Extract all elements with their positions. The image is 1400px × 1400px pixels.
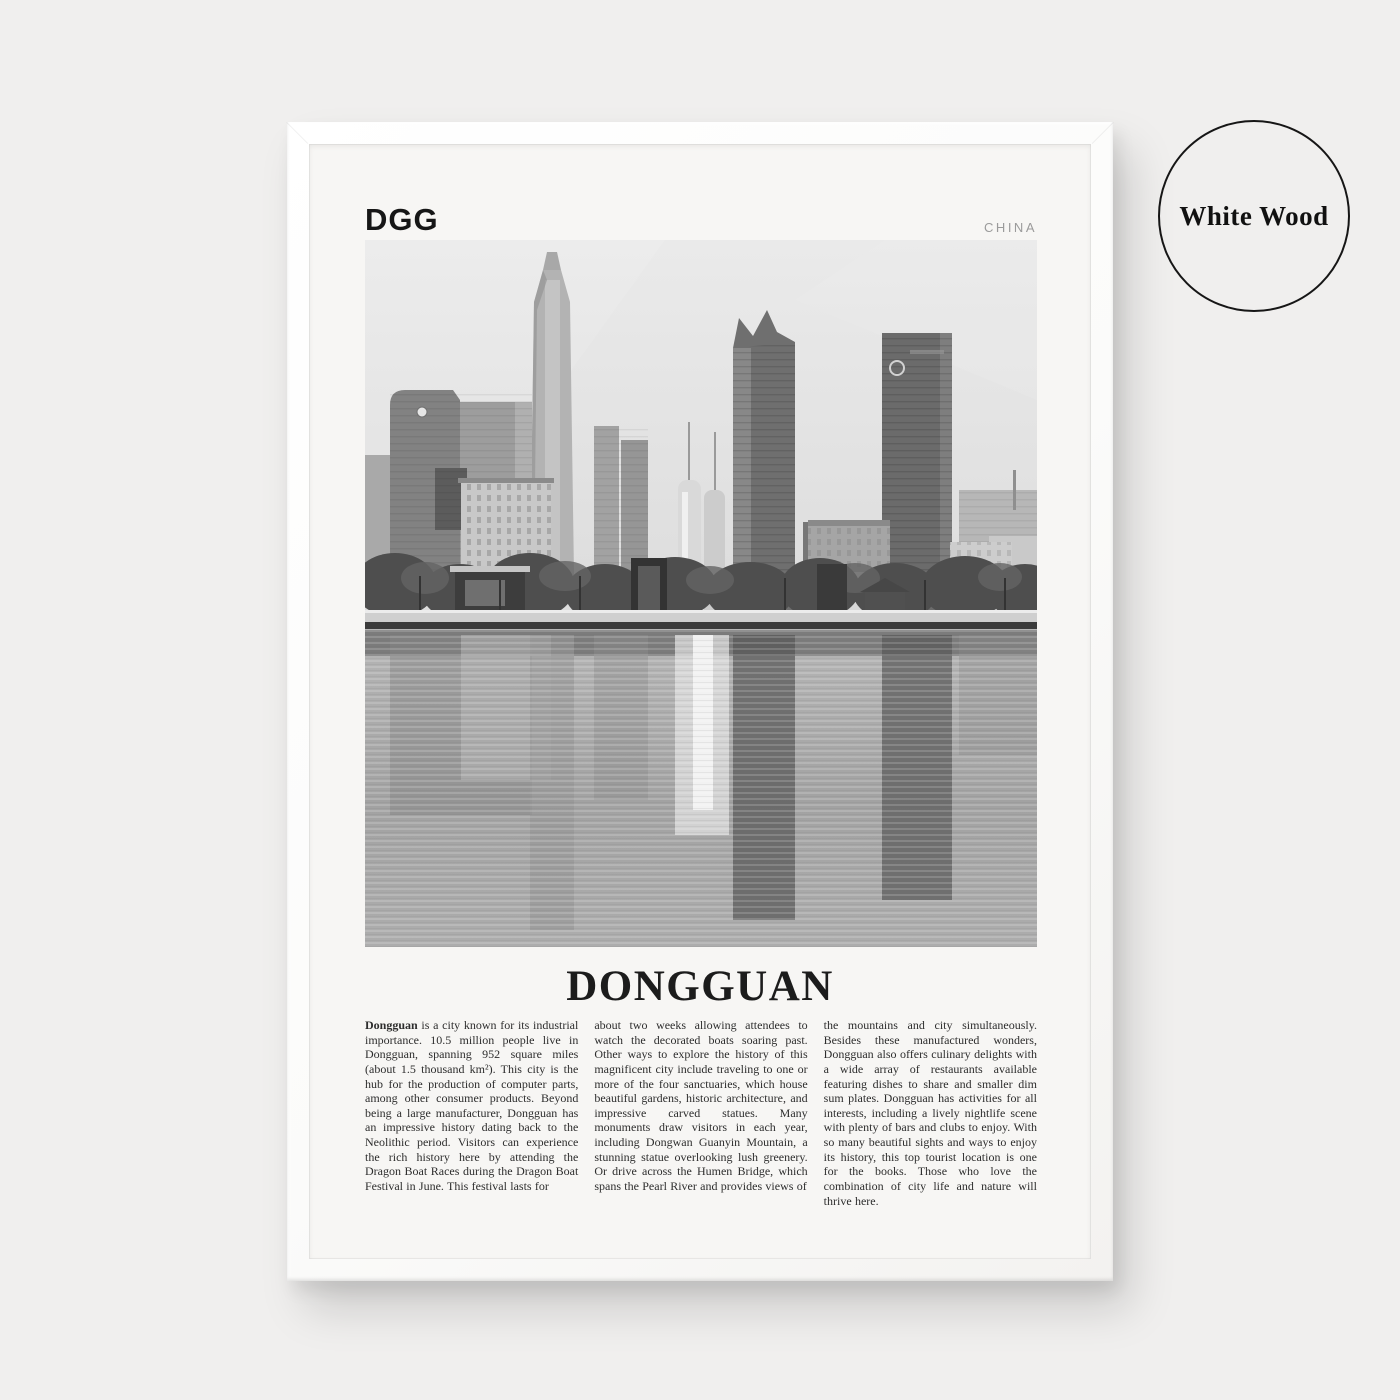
body-column-1-lead: Dongguan [365,1018,418,1032]
body-column-3 [824,1018,1037,1208]
frame-style-badge [1158,120,1350,312]
body-column-3-text: the mountains and city simultaneously. Besides these manufactured wonders, Dongguan also offers culinary delights with a wide array of restaurants available featuring dishes to share and smaller dim sum plates. Dongguan has activities for all interests, including a lively nightlife scene with plenty of bars and clubs to enjoy. With so many beautiful sights and ways to enjoy its history, this top tourist location is one for the books. Those who love the combination of city life and nature will thrive here. [823,1018,1037,1208]
poster-title: DONGGUAN [566,963,834,1010]
poster-country-label: CHINA [984,220,1037,235]
body-text-columns [365,1018,1037,1208]
body-column-1 [365,1018,578,1208]
poster-paper [309,144,1091,1259]
body-column-1-text: is a city known for its industrial importance. 10.5 million people live in Dongguan, spanning 952 square miles (about 1.5 thousand km²). This city is the hub for the production of computer parts, among other consumer products. Beyond being a large manufacturer, Dongguan has an impressive history dating back to the Neolithic period. Visitors can experience the rich history here by attending the Dragon Boat Races during the Dragon Boat Festival in June. This festival lasts for [365,1018,579,1193]
frame-style-badge-label: White Wood [1179,200,1329,231]
poster-frame-white-wood [287,122,1113,1281]
poster-brand-abbreviation: DGG [365,202,439,237]
skyline-photo [365,240,1037,947]
body-column-2 [594,1018,807,1208]
poster-header [365,200,1037,238]
body-column-2-text: about two weeks allowing attendees to watch the decorated boats soaring past. Other ways to explore the history of this magnificent city include traveling to one or more of the four sanctuaries, which house beautiful gardens, historic architecture, and impressive carved statues. Many monuments draw visitors in each year, including Dongwan Guanyin Mountain, a stunning statue overlooking lush greenery. Or drive across the Humen Bridge, which spans the Pearl River and provides views of [594,1018,808,1193]
skyline-illustration [365,240,1037,947]
